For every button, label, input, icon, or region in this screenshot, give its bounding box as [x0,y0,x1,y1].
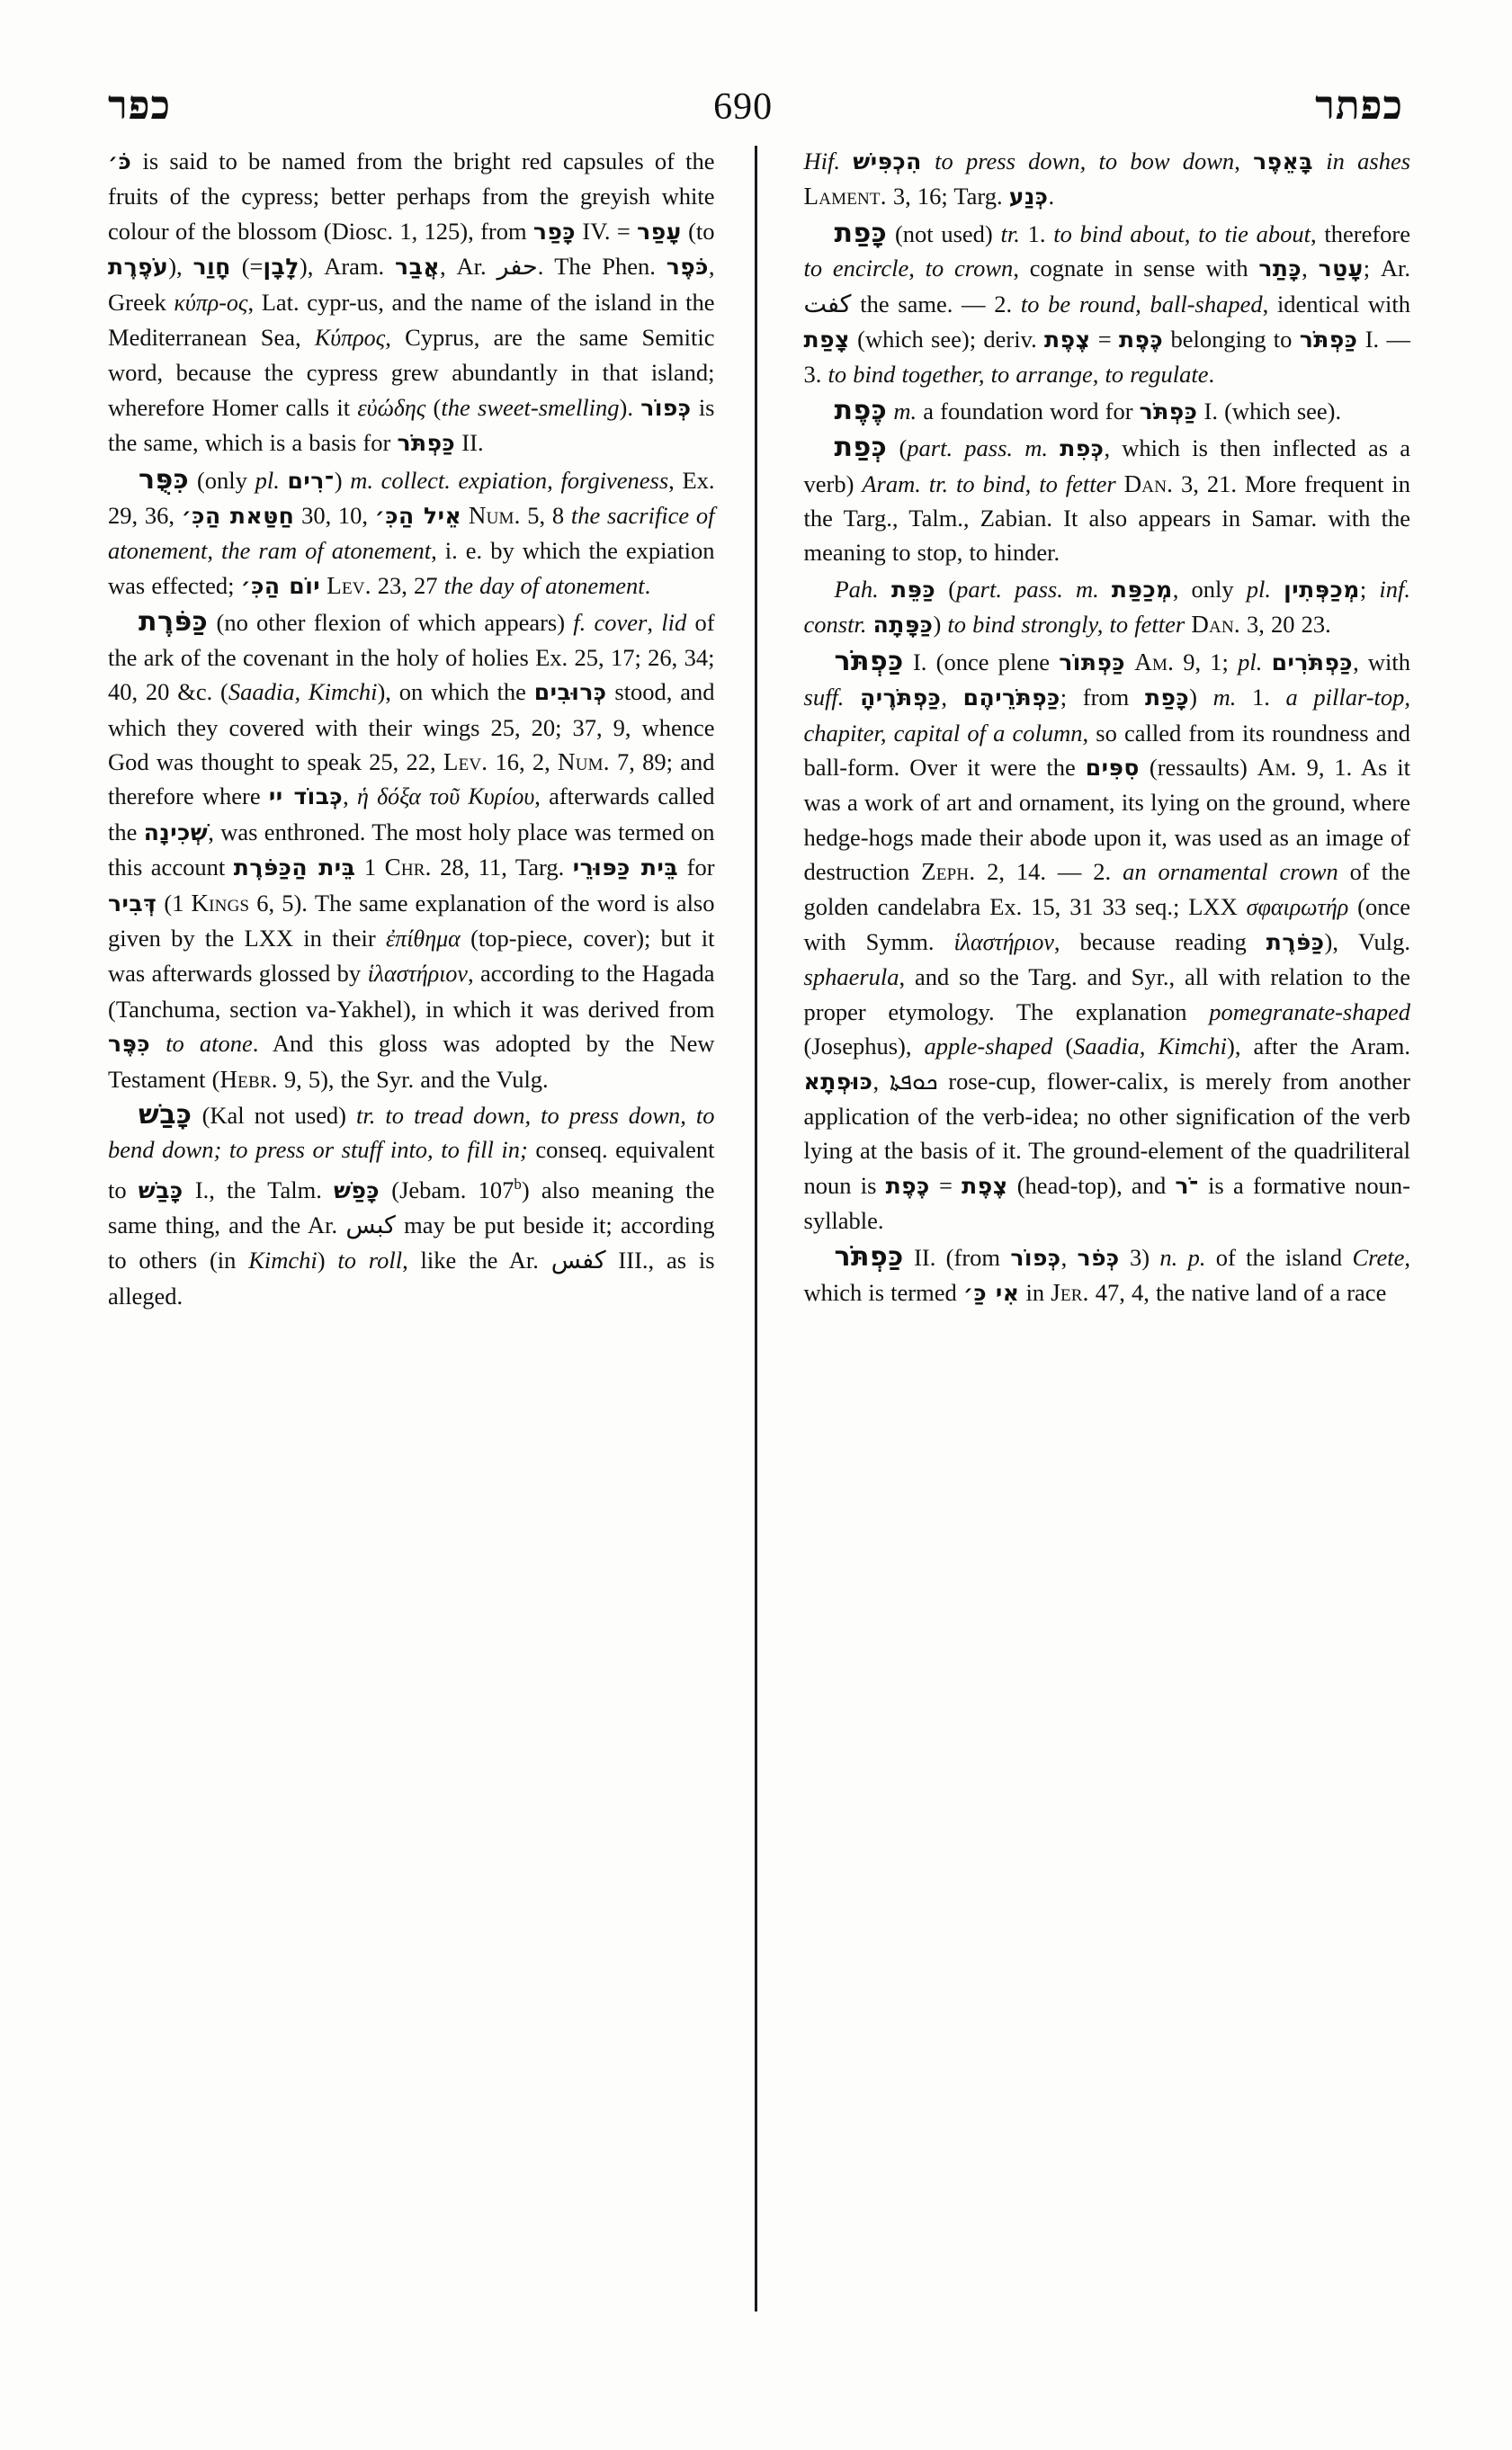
arabic-word: ܟܘܦܬܐ [889,1067,938,1095]
hebrew-word: כֶּפֶת [1118,326,1164,353]
gloss-italic: to bind about, to tie about [1053,219,1311,247]
hebrew-word: צֶפֶת [1044,326,1091,353]
gloss-italic: Saadia, Kimchi [228,678,378,706]
hebrew-word: כְּפִת [1060,435,1105,462]
body-text: stood, and which they covered with their wings 25, 20; 37, 9, whence God was thought to speak 25, 22, [108,678,715,775]
body-text: III., as is alleged. [108,1247,715,1310]
body-text: ( [425,393,442,421]
gloss-italic: Crete [1352,1243,1405,1271]
body-text [844,684,860,711]
hebrew-word: צֶפֶת [962,1172,1008,1199]
body-text: , afterwards called the [108,782,715,845]
body-text: ), [168,253,193,281]
hebrew-word: כַּפֹּרֶת [1266,928,1325,955]
body-text [840,148,853,174]
body-text: , and so the Targ. and Syr., all with relation to the proper etymology. The explanation [803,963,1410,1025]
gloss-italic: the day of atonement [443,571,645,599]
left-column [108,144,737,2320]
superscript: b [514,1175,522,1193]
greek-word: ἱλαστήριον [367,961,468,988]
hebrew-word: אֵיל הַכִּ׳ [374,503,462,530]
body-text: , [647,609,662,637]
body-text [922,148,935,174]
scripture-reference: Zeph. [921,858,976,886]
body-text: (top-piece, cover); but it was afterwards glossed by [108,924,715,988]
body-text: belonging to [1163,326,1300,353]
hebrew-word: כְּפוֹר [640,394,692,421]
hebrew-word: ־רִים [287,467,335,494]
body-text: rose-cup, flower-calix, is merely from another application of the verb-idea; no other signification of the verb lying at the basis of it. The ground-element of the quadriliteral noun is [803,1067,1410,1199]
body-text: (not used) [887,219,1001,247]
body-text: 2, 14. — 2. [975,858,1123,886]
body-text: . [1048,183,1055,210]
body-text: = [1090,326,1119,353]
hebrew-word: דְּבִיר [108,890,157,917]
entry-headword: כַּפֹּרֶת [139,606,209,639]
running-head-left-word: כפר [108,84,172,128]
gloss-italic: a pillar-top, chapiter, capital of a column [803,684,1411,747]
greek-word: σφαιρωτήρ [1246,893,1349,920]
scripture-reference: Am. [1257,753,1297,781]
gloss-italic: to press down, to bow down [935,148,1235,174]
body-text: ), Aram. [299,253,396,281]
two-column-body [108,144,1410,2320]
body-text: , Ex. 29, 36, [108,466,715,530]
hebrew-word: כַּפְתֹּרִים [1271,648,1354,675]
body-text: II. [455,429,484,457]
body-text [1262,648,1271,675]
body-text [280,467,288,494]
gloss-italic: sphaerula [803,963,899,991]
scripture-reference: Lev. [327,571,371,599]
body-text: , [941,684,963,711]
body-text: 3) [1119,1243,1160,1271]
scripture-reference: Dan. [1123,469,1174,497]
body-text [1048,434,1060,461]
hebrew-word: שְׁכִינָה [143,818,209,845]
hebrew-word: בֵּית הַכַּפֹּרֶת [233,854,356,881]
hebrew-word: כָּפַת [1144,684,1190,711]
scripture-reference: Hebr. [219,1065,278,1093]
arabic-word: كفس [550,1247,606,1275]
body-text: , Lat. cypr-us, and the name of the island in the Mediterranean Sea, [108,288,715,352]
body-text: 23, 27 [371,571,444,599]
hebrew-word: כֶּפֶת [885,1172,930,1199]
body-text: , with [1353,648,1410,675]
body-text: (Jebam. 107 [380,1176,514,1203]
entry-headword: כְּפַת [834,432,888,464]
body-text: , which is termed [803,1243,1411,1306]
body-text: is said to be named from the bright red capsules of the fruits of the cypress; better perhaps from the greyish white colour of the blossom (Diosc. 1, 125), from [108,148,715,245]
hebrew-word: סִפִּים [1085,754,1140,781]
greek-word: ἡ δόξα τοῦ Κυρίου [357,783,535,810]
hebrew-word: כְּנַע [1008,183,1049,210]
body-text: , therefore [1311,219,1411,247]
body-text [1313,148,1326,174]
gloss-italic: suff. [803,684,845,711]
greek-word: Κύπρος [314,325,386,352]
body-text: IV. = [576,217,638,245]
body-text [1125,648,1134,675]
gloss-italic: an ornamental crown [1123,858,1338,886]
gloss-italic: tr. to tread down, to press down, to bend down; to press or stuff into, to fill in; [108,1101,715,1164]
hebrew-word: כְּבוֹד יי [268,783,344,810]
gloss-italic: Aram. tr. to bind, to fetter [862,469,1116,497]
body-text: 5, 8 [520,502,571,530]
gloss-italic: to roll [337,1247,403,1274]
gloss-italic: Kimchi [248,1247,318,1274]
body-text: ( [1052,1033,1074,1060]
greek-word: κύπρ-ος [174,289,248,316]
entry-headword: כֶּפֶת [834,394,888,426]
greek-word: εὐώδης [357,394,426,421]
hebrew-word: כַּפְתֹּר [397,430,456,457]
greek-word: ἐπίθημα [385,925,461,952]
entry-headword: כָּבַשׁ [139,1098,192,1131]
dictionary-entry [108,463,715,604]
hebrew-word: כָּפַשׁ [334,1176,380,1203]
body-text: II. (from [903,1243,1011,1271]
hebrew-word: כַּפְתּוֹר [1059,648,1126,675]
gloss-italic: part. pass. m. [907,434,1049,462]
hebrew-word: חַטַּאת הַכִּ׳ [181,503,295,530]
body-text: ( [887,434,908,462]
body-text [866,611,872,638]
scripture-reference: Dan. [1191,611,1240,639]
gloss-italic: inf. constr. [803,575,1410,639]
hebrew-word: עֹפֶרֶת [108,254,169,281]
running-head-right-word: כפתר [1315,84,1403,128]
body-text [879,576,891,603]
column-divider [755,146,757,2311]
gloss-italic: pl. [255,466,280,494]
hebrew-word: צָפַת [803,326,850,353]
scripture-reference: Num. [468,502,521,530]
body-text: in [1019,1279,1051,1306]
dictionary-entry [108,144,715,461]
body-text: ) also meaning the same thing, and the Ar. [108,1176,715,1239]
gloss-italic: to bind together, to arrange, to regulate [828,361,1209,389]
body-text: . [644,571,651,599]
body-text: = [929,1171,962,1199]
body-text: a foundation word for [917,397,1140,425]
body-text: of the ark of the covenant in the holy of holies Ex. 25, 17; 26, 34; 40, 20 &c. ( [108,609,715,706]
scripture-reference: Kings [191,889,250,917]
body-text: for [678,854,715,881]
scripture-reference: Jer. [1051,1279,1089,1306]
arabic-word: كفت [803,290,852,318]
hebrew-word: כַּפְתֹּרֵיהֶם [962,684,1060,711]
hebrew-word: כְּפוֹר [1010,1244,1061,1271]
body-text: ), after the Aram. [1227,1033,1410,1060]
body-text: . The Phen. [537,253,667,281]
right-column [775,144,1411,2320]
body-text: , [343,782,358,810]
body-text: , like the Ar. [402,1247,551,1274]
body-text: 7, 89; and therefore where [108,747,715,810]
body-text: ; [1359,575,1380,603]
dictionary-entry [804,394,1411,429]
body-text: ) [317,1247,338,1274]
arabic-word: كبس [345,1212,396,1240]
hebrew-word: עָפַר [637,218,682,245]
dictionary-entry [108,605,715,1096]
body-text: is a formative noun-syllable. [803,1171,1410,1235]
body-text: ) [1189,684,1213,711]
hebrew-word: יוֹם הַכִּ׳ [240,572,321,599]
gloss-italic: pomegranate-shaped [1209,997,1410,1025]
body-text: ( [935,575,957,603]
hebrew-word: כֹּ׳ [108,148,132,174]
gloss-italic: the sweet-smelling [441,393,620,421]
scripture-reference: Am. [1134,648,1175,675]
hebrew-word: כֹּפֶר [666,254,709,281]
gloss-italic: Saadia, Kimchi [1073,1033,1227,1060]
body-text: (to [681,217,715,245]
body-text: , which is then inflected as a verb) [803,434,1410,497]
body-text: (once with Symm. [803,892,1410,955]
body-text: (no other flexion of which appears) [208,609,574,637]
gloss-italic: the sacrifice of atonement, the ram of atonement [108,502,715,565]
body-text: 1. [1236,684,1286,711]
dictionary-entry [804,431,1411,570]
arabic-word: حفر [497,253,538,282]
gloss-italic: to bind strongly, to fetter [947,611,1185,639]
gloss-italic: in ashes [1326,148,1411,174]
hebrew-word: מְכַפְּתִין [1284,576,1360,603]
dictionary-entry [804,1240,1411,1311]
body-text: ) [334,466,351,494]
body-text: , [1302,255,1319,282]
hebrew-word: אֲבַר [395,254,441,281]
gloss-italic: to encircle, to crown [803,255,1014,282]
body-text: (only [189,466,255,494]
gloss-italic: to be round, ball-shaped [1020,290,1263,317]
body-text: 6, 5). The same explanation of the word is also given by the LXX in their [108,889,715,952]
gloss-italic: tr. [1000,219,1020,247]
dictionary-entry [804,572,1411,643]
body-text: , [1060,1243,1078,1271]
hebrew-word: כָּפַר [532,218,577,245]
body-text: 16, 2, [488,747,559,775]
running-head [108,63,1403,126]
body-text: (Kal not used) [192,1101,357,1129]
body-text: I. (once plene [903,648,1060,675]
hebrew-word: ־ֹר [1175,1172,1199,1199]
hebrew-word: בָּאֵפֶר [1253,148,1314,174]
greek-word: ἱλαστήριον [953,928,1054,955]
page-number: 690 [713,86,774,128]
hebrew-word: כַּפָּתָה [872,612,934,639]
gloss-italic: pl. [1246,575,1271,603]
body-text: , Cyprus, are the same Semitic word, because the cypress grew abundantly in that island; wherefore Homer calls it [108,324,715,421]
hebrew-word: כְּפֹר [1077,1244,1120,1271]
hebrew-word: מְכַפַּת [1111,576,1173,603]
hebrew-word: הִכְפִּישׁ [853,148,922,174]
dictionary-entry [804,144,1411,215]
entry-headword: כַּפְתֹּר [834,1240,904,1273]
body-text: , because reading [1053,927,1266,955]
body-text: 9, 5), the Syr. and the Vulg. [277,1065,549,1093]
body-text: I., the Talm. [183,1176,335,1203]
body-text [1271,576,1284,603]
body-text: I. — 3. [803,326,1410,389]
body-text: ; Ar. [1363,255,1410,282]
hebrew-word: כַּפְתֹּר [1139,398,1198,425]
body-text: , Ar. [440,253,497,281]
hebrew-word: לָבָן [263,254,300,281]
body-text: (= [230,253,264,281]
body-text: ). [619,393,641,421]
scripture-reference: Lev. [443,747,488,775]
body-text: conseq. equivalent to [108,1136,715,1203]
body-text [461,502,469,529]
body-text: , so called from its roundness and ball-form. Over it were the [803,719,1410,781]
hebrew-word: כָּתַר [1258,255,1302,282]
hebrew-word: כָּבַשׁ [138,1176,183,1203]
hebrew-word: חָוַר [192,254,231,281]
body-text: I. (which see). [1197,397,1342,425]
body-text: , according to the Hagada (Tanchuma, section va-Yakhel), in which it was derived from [108,960,715,1023]
entry-headword: כַּפְתֹּר [834,645,904,677]
entry-headword: כָּפַת [834,217,888,249]
body-text [1116,470,1124,497]
hebrew-word: כַּפְתֹּר [1299,326,1358,353]
gloss-italic: m. [893,397,917,425]
scripture-reference: Lament. [803,183,887,210]
body-text [1099,576,1112,603]
body-text: ), Vulg. [1324,927,1411,955]
dictionary-entry [108,1098,715,1313]
body-text: 30, 10, [294,502,375,530]
gloss-italic: part. pass. m. [956,575,1099,603]
body-text: (1 [157,889,192,917]
body-text: of the island [1205,1243,1353,1271]
hebrew-word: כּוּפְתָא [803,1068,873,1095]
scripture-reference: Num. [558,747,610,775]
hebrew-word: בֵּית כַּפּוּרֵי [572,854,679,881]
body-text: , was enthroned. The most holy place was termed on this account [108,818,715,881]
gloss-italic: Hif. [803,148,840,174]
gloss-italic: Pah. [834,575,879,603]
body-text: , Greek [108,253,715,316]
body-text: , [872,1067,890,1095]
gloss-italic: m. collect. expiation, forgiveness [350,466,669,494]
gloss-italic: to atone [166,1030,253,1058]
gloss-italic: apple-shaped [924,1033,1053,1060]
hebrew-word: עָטַר [1318,255,1364,282]
hebrew-word: אִי כַּ׳ [962,1280,1020,1306]
body-text: 28, 11, Targ. [431,854,573,881]
body-text [150,1030,166,1057]
hebrew-word: כַּפְתֹּרֶיהָ [860,684,942,711]
hebrew-word: כְּרוּבִים [533,679,607,706]
gloss-italic: m. [1212,684,1237,711]
gloss-italic: n. p. [1159,1243,1206,1271]
body-text: ; from [1060,684,1145,711]
body-text: 3, 21. More frequent in the Targ., Talm., Zabian. It also appears in Samar. with the meaning to stop, to hinder. [803,469,1410,567]
body-text: (which see); deriv. [849,326,1045,353]
dictionary-entry [804,217,1411,392]
body-text: the same. — 2. [851,290,1021,317]
hebrew-word: כַּפֵּת [890,576,936,603]
body-text: 3, 16; Targ. [886,183,1009,210]
body-text: 47, 4, the native land of a race [1088,1279,1387,1306]
body-text: (Josephus), [803,1033,925,1060]
body-text: , cognate in sense with [1013,255,1259,282]
body-text: . [1208,361,1215,389]
body-text: 1. [1019,219,1054,247]
entry-headword: כִּפֻּר [139,463,190,496]
body-text: 9, 1; [1174,648,1239,675]
body-text: 1 [355,854,385,881]
gloss-italic: f. cover [573,609,648,637]
body-text: (head-top), and [1007,1171,1176,1199]
body-text: ), on which the [377,678,534,706]
gloss-italic: pl. [1238,648,1263,675]
body-text: 3, 20 23. [1239,611,1331,639]
body-text: , only [1172,575,1247,603]
dictionary-entry [804,645,1411,1238]
body-text: , i. e. by which the expiation was effected; [108,537,715,599]
body-text: . And this gloss was adopted by the New Testament ( [108,1030,715,1093]
body-text: , identical with [1262,290,1410,317]
body-text: 9, 1. As it was a work of art and ornament, its lying on the ground, where hedge-hogs made their abode upon it, was used as an image of destruction [803,753,1411,886]
body-text: may be put beside it; according to others (in [108,1212,715,1274]
body-text: (ressaults) [1139,753,1257,781]
body-text: , [1234,148,1254,174]
body-text: is the same, which is a basis for [108,393,715,457]
hebrew-word: כִּפֶּר [108,1031,151,1058]
scripture-reference: Chr. [384,854,432,881]
body-text: of the golden candelabra Ex. 15, 31 33 seq.; LXX [803,858,1410,920]
gloss-italic: lid [661,609,687,637]
body-text: ) [933,611,948,639]
